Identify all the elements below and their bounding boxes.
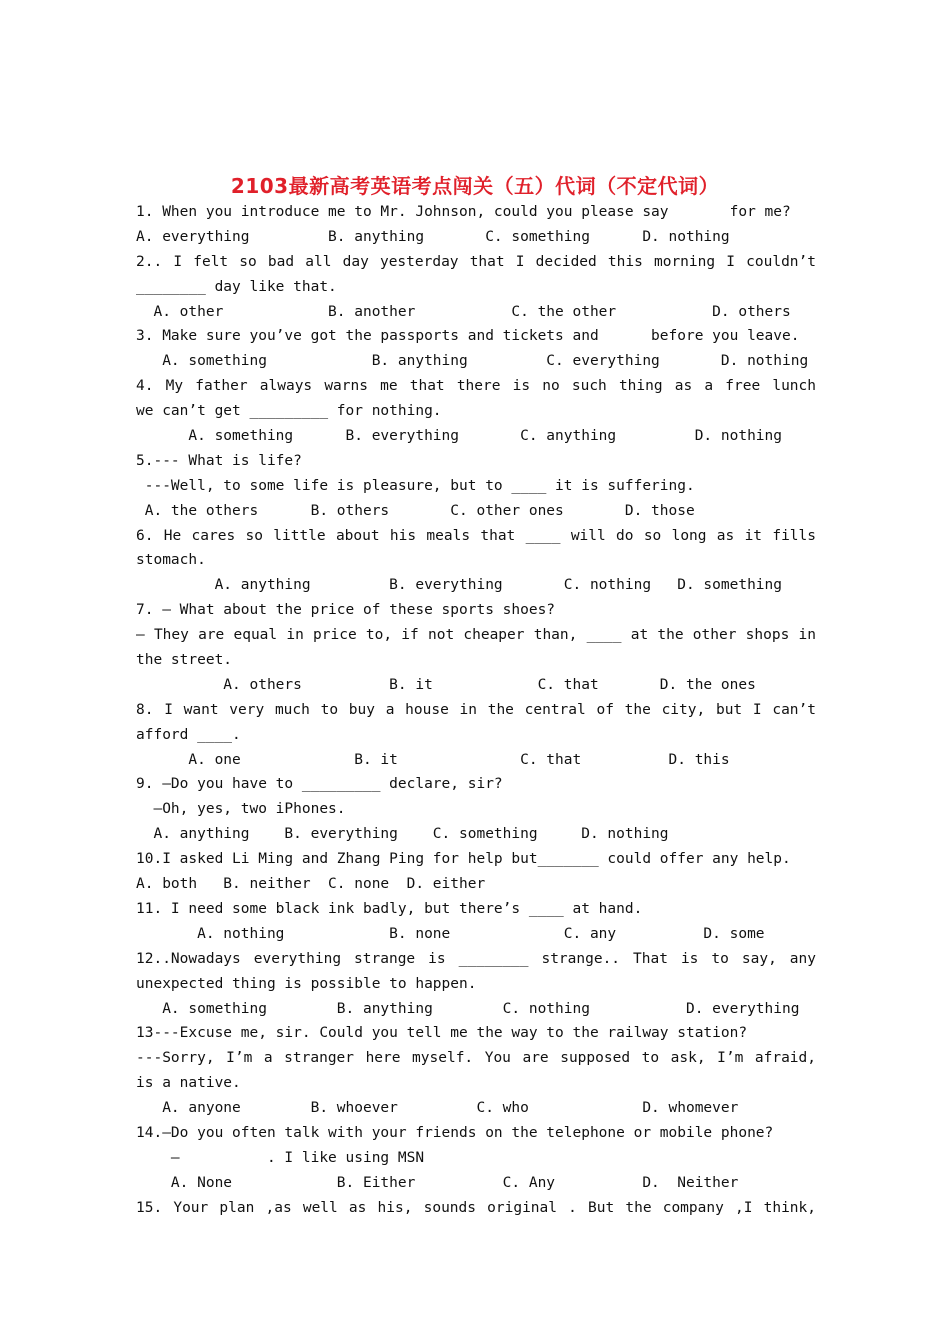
text-line: afford ____.: [136, 726, 241, 743]
text-line: 10.I asked Li Ming and Zhang Ping for help but_______ could offer any help.: [136, 851, 791, 868]
text-line: 15. Your plan ,as well as his, sounds original . But the company ,I think,: [136, 1199, 816, 1216]
text-line: we can’t get _________ for nothing.: [136, 403, 442, 420]
text-line: 3. Make sure you’ve got the passports and tickets and before you leave.: [136, 328, 800, 345]
text-line: the street.: [136, 652, 233, 669]
text-line: ---Sorry, I’m a stranger here myself. You are supposed to ask, I’m afraid,: [136, 1050, 816, 1067]
text-line: 14.—Do you often talk with your friends on the telephone or mobile phone?: [136, 1124, 774, 1141]
text-line: 6. He cares so little about his meals that ____ will do so long as it fills: [136, 527, 816, 544]
text-line: A. anyone B. whoever C. who D. whomever: [136, 1100, 739, 1117]
text-line: 1. When you introduce me to Mr. Johnson, could you please say for me?: [136, 204, 791, 220]
text-line: ---Well, to some life is pleasure, but to ____ it is suffering.: [136, 477, 695, 494]
text-line: A. something B. anything C. nothing D. everything: [136, 1000, 800, 1017]
text-line: stomach.: [136, 552, 206, 569]
text-line: — They are equal in price to, if not cheaper than, ____ at the other shops in: [136, 627, 816, 644]
text-line: A. other B. another C. the other D. others: [136, 303, 791, 320]
text-line: A. both B. neither C. none D. either: [136, 876, 486, 893]
text-line: A. everything B. anything C. something D. nothing: [136, 228, 730, 245]
text-line: A. nothing B. none C. any D. some: [136, 925, 765, 942]
text-line: A. anything B. everything C. something D. nothing: [136, 826, 669, 843]
text-line: unexpected thing is possible to happen.: [136, 975, 477, 992]
text-line: A. something B. anything C. everything D. nothing: [136, 353, 809, 370]
text-line: A. others B. it C. that D. the ones: [136, 676, 756, 693]
text-line: 4. My father always warns me that there is no such thing as a free lunch: [136, 378, 816, 395]
text-line: 2.. I felt so bad all day yesterday that I decided this morning I couldn’t: [136, 253, 816, 270]
text-line: 13---Excuse me, sir. Could you tell me the way to the railway station?: [136, 1025, 748, 1042]
text-line: 7. — What about the price of these sports shoes?: [136, 602, 556, 619]
text-line: A. one B. it C. that D. this: [136, 751, 730, 768]
text-line: A. anything B. everything C. nothing D. something: [136, 577, 783, 594]
text-line: 9. —Do you have to _________ declare, sir?: [136, 776, 503, 793]
page-title: 2103最新高考英语考点闯关（五）代词（不定代词）: [230, 174, 720, 198]
text-line: A. None B. Either C. Any D. Neither: [136, 1174, 739, 1191]
question-list: [136, 200, 816, 1221]
text-line: 11. I need some black ink badly, but there’s ____ at hand.: [136, 900, 643, 917]
text-line: A. the others B. others C. other ones D. those: [136, 502, 695, 519]
text-line: A. something B. everything C. anything D. nothing: [136, 428, 783, 445]
text-line: — . I like using MSN: [136, 1149, 425, 1166]
text-line: ________ day like that.: [136, 278, 337, 295]
text-line: —Oh, yes, two iPhones.: [136, 801, 346, 818]
text-line: 8. I want very much to buy a house in the central of the city, but I can’t: [136, 701, 816, 718]
text-line: 12..Nowadays everything strange is ________ strange.. That is to say, any: [136, 950, 816, 967]
text-line: 5.--- What is life?: [136, 452, 302, 469]
text-line: is a native.: [136, 1075, 241, 1092]
